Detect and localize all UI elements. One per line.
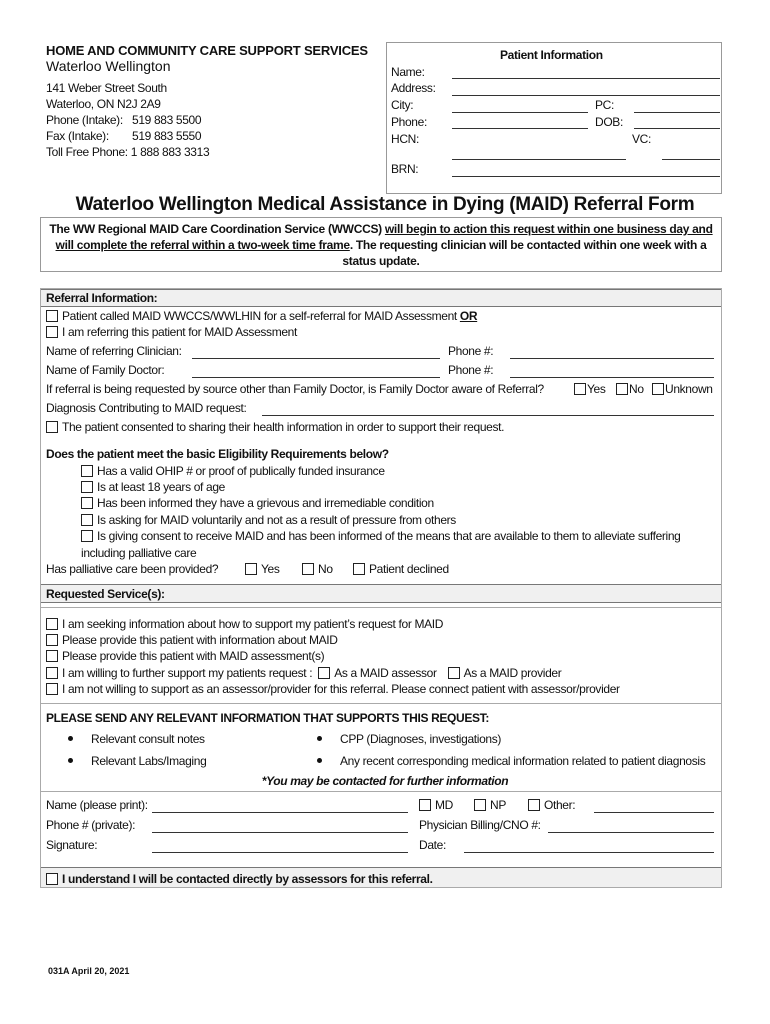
patient-brn-label: BRN:	[391, 162, 419, 176]
understand-option	[46, 872, 433, 886]
patient-name-field[interactable]	[452, 78, 720, 79]
date-label: Date:	[419, 838, 446, 852]
palliative-yes-label: Yes	[261, 562, 280, 576]
diagnosis-field[interactable]	[262, 415, 714, 416]
referring-checkbox[interactable]	[46, 326, 58, 338]
bullet-icon	[317, 736, 322, 741]
patient-hcn-label: HCN:	[391, 132, 419, 146]
service-checkbox[interactable]	[46, 618, 58, 630]
aware-yes-option	[574, 382, 606, 396]
toll-free-phone: Toll Free Phone: 1 888 883 3313	[46, 145, 210, 159]
patient-address-field[interactable]	[452, 95, 720, 96]
family-doctor-phone-label: Phone #:	[448, 363, 494, 377]
clinician-label: Name of referring Clinician:	[46, 344, 182, 358]
bullet-icon	[68, 736, 73, 741]
patient-phone-label: Phone:	[391, 115, 427, 129]
footer-form-code: 031A April 20, 2021	[48, 966, 130, 976]
eligibility-checkbox[interactable]	[81, 481, 93, 493]
send-info-bullet-label: CPP (Diagnoses, investigations)	[340, 732, 502, 746]
np-label: NP	[490, 798, 506, 812]
send-info-bullet	[68, 754, 206, 768]
palliative-no-checkbox[interactable]	[302, 563, 314, 575]
aware-no-checkbox[interactable]	[616, 383, 628, 395]
send-info-divider	[41, 703, 721, 704]
send-info-bullet-label: Relevant consult notes	[91, 732, 205, 746]
referring-option	[46, 325, 297, 339]
willing-checkbox[interactable]	[46, 667, 58, 679]
palliative-yes-checkbox[interactable]	[245, 563, 257, 575]
eligibility-checkbox[interactable]	[81, 497, 93, 509]
consent-checkbox[interactable]	[46, 421, 58, 433]
md-label: MD	[435, 798, 453, 812]
willing-option	[46, 666, 561, 680]
send-info-bullet-label: Relevant Labs/Imaging	[91, 754, 207, 768]
palliative-declined-checkbox[interactable]	[353, 563, 365, 575]
notice-part2: will begin to action this request within one business day and will complete the referral within a two-week time frame	[55, 222, 713, 252]
np-checkbox[interactable]	[474, 799, 486, 811]
org-address-line1: 141 Weber Street South	[46, 81, 167, 95]
service-label: I am seeking information about how to support my patient’s request for MAID	[62, 617, 444, 631]
self-referral-label: Patient called MAID WWCCS/WWLHIN for a self-referral for MAID Assessment	[62, 309, 460, 323]
patient-dob-field[interactable]	[634, 128, 720, 129]
notice-part1: The WW Regional MAID Care Coordination Service (WWCCS)	[49, 222, 385, 236]
private-phone-label: Phone # (private):	[46, 818, 136, 832]
patient-city-label: City:	[391, 98, 414, 112]
service-label: Please provide this patient with MAID assessment(s)	[62, 649, 325, 663]
signature-label: Signature:	[46, 838, 98, 852]
eligibility-item-label: Has been informed they have a grievous and irremediable condition	[97, 496, 434, 510]
not-willing-label: I am not willing to support as an assessor/provider for this referral. Please connect patient with assessor/provider	[62, 682, 620, 696]
billing-field[interactable]	[548, 832, 714, 833]
self-referral-option	[46, 309, 477, 323]
aware-no-label: No	[629, 382, 644, 396]
patient-address-label: Address:	[391, 81, 436, 95]
org-address-line2: Waterloo, ON N2J 2A9	[46, 97, 161, 111]
willing-label: I am willing to further support my patients request :	[62, 666, 313, 680]
md-checkbox[interactable]	[419, 799, 431, 811]
eligibility-checkbox[interactable]	[81, 530, 93, 542]
eligibility-item-label: Has a valid OHIP # or proof of publically funded insurance	[97, 464, 385, 478]
patient-city-field[interactable]	[452, 112, 588, 113]
palliative-no-label: No	[318, 562, 333, 576]
palliative-question: Has palliative care been provided?	[46, 562, 219, 576]
provider-label: As a MAID provider	[463, 666, 562, 680]
other-option	[528, 798, 575, 812]
aware-unknown-option	[652, 382, 713, 396]
clinician-phone-field[interactable]	[510, 358, 714, 359]
aware-unknown-label: Unknown	[665, 382, 713, 396]
phone-intake-value: 519 883 5500	[132, 113, 202, 127]
service-checkbox[interactable]	[46, 650, 58, 662]
service-option	[46, 633, 338, 647]
patient-name-label: Name:	[391, 65, 425, 79]
assessor-label: As a MAID assessor	[334, 666, 437, 680]
referring-label: I am referring this patient for MAID Assessment	[62, 325, 297, 339]
family-doctor-field[interactable]	[192, 377, 440, 378]
palliative-declined-label: Patient declined	[369, 562, 449, 576]
or-label: OR	[459, 309, 478, 323]
patient-info-title: Patient Information	[500, 48, 603, 62]
eligibility-checkbox[interactable]	[81, 514, 93, 526]
palliative-yes-option	[245, 562, 280, 576]
notice-box	[40, 217, 722, 272]
bullet-icon	[68, 758, 73, 763]
patient-brn-field[interactable]	[452, 176, 720, 177]
fax-intake-label: Fax (Intake):	[46, 129, 109, 143]
phone-intake-label: Phone (Intake):	[46, 113, 123, 127]
fax-intake-value: 519 883 5550	[132, 129, 202, 143]
eligibility-item-continuation: including palliative care	[81, 546, 197, 560]
eligibility-item-label: Is asking for MAID voluntarily and not as a result of pressure from others	[97, 513, 456, 527]
consent-label: The patient consented to sharing their health information in order to support their request.	[62, 420, 505, 434]
private-phone-field[interactable]	[152, 832, 408, 833]
org-region: Waterloo Wellington	[46, 58, 171, 74]
consent-option	[46, 420, 504, 434]
eligibility-item-label: Is at least 18 years of age	[97, 480, 225, 494]
understand-checkbox[interactable]	[46, 873, 58, 885]
palliative-no-option	[302, 562, 333, 576]
eligibility-item	[81, 464, 385, 478]
provider-checkbox[interactable]	[448, 667, 460, 679]
eligibility-item	[81, 529, 681, 543]
other-label: Other:	[544, 798, 576, 812]
notice-text	[49, 221, 713, 269]
eligibility-item-label: Is giving consent to receive MAID and has been informed of the means that are available to them to alleviate suffering	[97, 529, 681, 543]
aware-no-option	[616, 382, 644, 396]
form-title: Waterloo Wellington Medical Assistance in Dying (MAID) Referral Form	[75, 194, 695, 215]
name-print-label: Name (please print):	[46, 798, 148, 812]
send-info-bullet	[68, 732, 205, 746]
eligibility-item	[81, 513, 456, 527]
eligibility-item	[81, 480, 225, 494]
name-print-field[interactable]	[152, 812, 408, 813]
service-option	[46, 617, 443, 631]
services-divider	[41, 607, 721, 608]
eligibility-checkbox[interactable]	[81, 465, 93, 477]
signature-divider	[41, 791, 721, 792]
send-info-bullet	[317, 732, 501, 746]
eligibility-heading: Does the patient meet the basic Eligibility Requirements below?	[46, 447, 389, 461]
send-info-heading: PLEASE SEND ANY RELEVANT INFORMATION THAT SUPPORTS THIS REQUEST:	[46, 711, 489, 725]
clinician-field[interactable]	[192, 358, 440, 359]
services-heading: Requested Service(s):	[46, 587, 165, 601]
not-willing-option	[46, 682, 620, 696]
bullet-icon	[317, 758, 322, 763]
patient-pc-field[interactable]	[634, 112, 720, 113]
service-option	[46, 649, 324, 663]
assessor-checkbox[interactable]	[318, 667, 330, 679]
date-field[interactable]	[464, 852, 714, 853]
referral-heading: Referral Information:	[46, 291, 158, 305]
clinician-phone-label: Phone #:	[448, 344, 494, 358]
other-field[interactable]	[594, 812, 714, 813]
aware-unknown-checkbox[interactable]	[652, 383, 664, 395]
patient-vc-label: VC:	[632, 132, 651, 146]
family-doctor-label: Name of Family Doctor:	[46, 363, 165, 377]
patient-phone-field[interactable]	[452, 128, 588, 129]
self-referral-checkbox[interactable]	[46, 310, 58, 322]
diagnosis-label: Diagnosis Contributing to MAID request:	[46, 401, 247, 415]
eligibility-item	[81, 496, 434, 510]
patient-hcn-field[interactable]	[452, 159, 626, 160]
not-willing-checkbox[interactable]	[46, 683, 58, 695]
patient-vc-field[interactable]	[662, 159, 720, 160]
send-info-bullet-label: Any recent corresponding medical information related to patient diagnosis	[340, 754, 706, 768]
org-name: HOME AND COMMUNITY CARE SUPPORT SERVICES	[46, 43, 368, 58]
send-info-bullet	[317, 754, 705, 768]
md-option	[419, 798, 453, 812]
understand-label: I understand I will be contacted directly by assessors for this referral.	[62, 872, 433, 886]
patient-info-box	[386, 42, 722, 194]
billing-label: Physician Billing/CNO #:	[419, 818, 541, 832]
aware-yes-checkbox[interactable]	[574, 383, 586, 395]
signature-field[interactable]	[152, 852, 408, 853]
patient-pc-label: PC:	[595, 98, 614, 112]
family-doctor-aware-question: If referral is being requested by source other than Family Doctor, is Family Doctor aware of Referral?	[46, 382, 544, 396]
aware-yes-label: Yes	[587, 382, 606, 396]
patient-dob-label: DOB:	[595, 115, 623, 129]
contact-note: *You may be contacted for further information	[261, 774, 509, 788]
family-doctor-phone-field[interactable]	[510, 377, 714, 378]
np-option	[474, 798, 506, 812]
notice-part3: . The requesting clinician will be contacted within one week with a status update.	[342, 238, 707, 268]
other-checkbox[interactable]	[528, 799, 540, 811]
service-checkbox[interactable]	[46, 634, 58, 646]
palliative-declined-option	[353, 562, 449, 576]
service-label: Please provide this patient with information about MAID	[62, 633, 338, 647]
